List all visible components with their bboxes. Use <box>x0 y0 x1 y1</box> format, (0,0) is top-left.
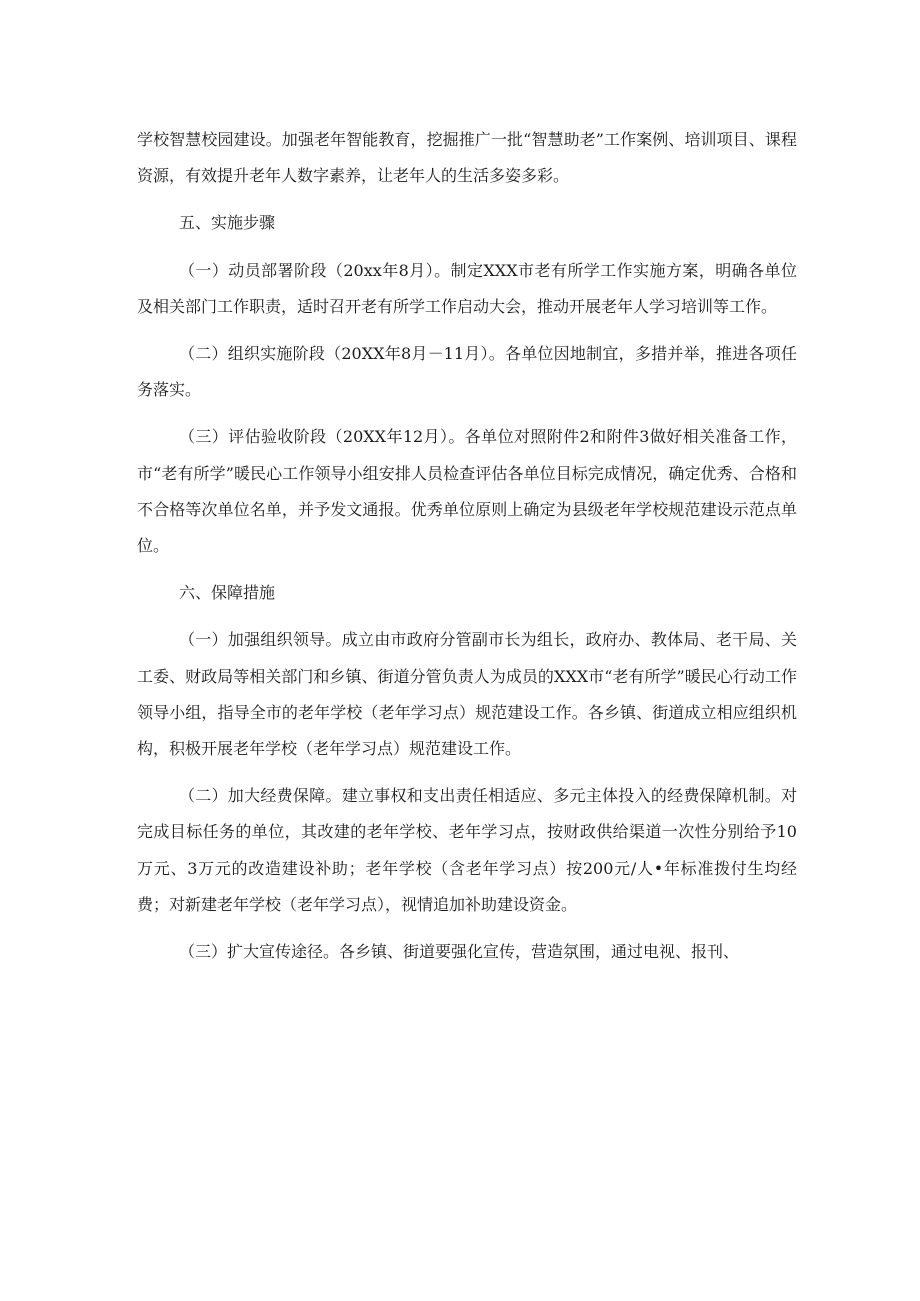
paragraph-safeguard-funding: （二）加大经费保障。建立事权和支出责任相适应、多元主体投入的经费保障机制。对完成目标任务的单位，其改建的老年学校、老年学习点，按财政供给渠道一次性分别给予10万元、3万元的改造建设补助；老年学校（含老年学习点）按200元/人•年标准拨付生均经费；对新建老年学校（老年学习点），视情追加补助建设资金。 <box>137 786 797 914</box>
paragraph-step-implementation: （二）组织实施阶段（20XX年8月－11月）。各单位因地制宜，多措并举，推进各项任务落实。 <box>137 344 797 400</box>
paragraph-safeguard-publicity: （三）扩大宣传途径。各乡镇、街道要强化宣传，营造氛围，通过电视、报刊、 <box>179 942 740 962</box>
paragraph-continuation: 学校智慧校园建设。加强老年智能教育，挖掘推广一批“智慧助老”工作案例、培训项目、课程资源，有效提升老年人数字素养，让老年人的生活多姿多彩。 <box>137 130 797 186</box>
document-body <box>137 122 797 970</box>
paragraph-step-mobilization: （一）动员部署阶段（20xx年8月）。制定XXX市老有所学工作实施方案，明确各单位及相关部门工作职责，适时召开老有所学工作启动大会，推动开展老年人学习培训等工作。 <box>137 260 797 316</box>
section-heading-safeguards: 六、保障措施 <box>179 583 276 603</box>
section-heading-implementation-steps: 五、实施步骤 <box>179 213 276 233</box>
paragraph-safeguard-leadership: （一）加强组织领导。成立由市政府分管副市长为组长，政府办、教体局、老干局、关工委、财政局等相关部门和乡镇、街道分管负责人为成员的XXX市“老有所学”暖民心行动工作领导小组，指导全市的老年学校（老年学习点）规范建设工作。各乡镇、街道成立相应组织机构，积极开展老年学校（老年学习点）规范建设工作。 <box>137 630 797 759</box>
paragraph-step-evaluation: （三）评估验收阶段（20XX年12月）。各单位对照附件2和附件3做好相关准备工作，市“老有所学”暖民心工作领导小组安排人员检查评估各单位目标完成情况，确定优秀、合格和不合格等次单位名单，并予发文通报。优秀单位原则上确定为县级老年学校规范建设示范点单位。 <box>137 427 797 556</box>
